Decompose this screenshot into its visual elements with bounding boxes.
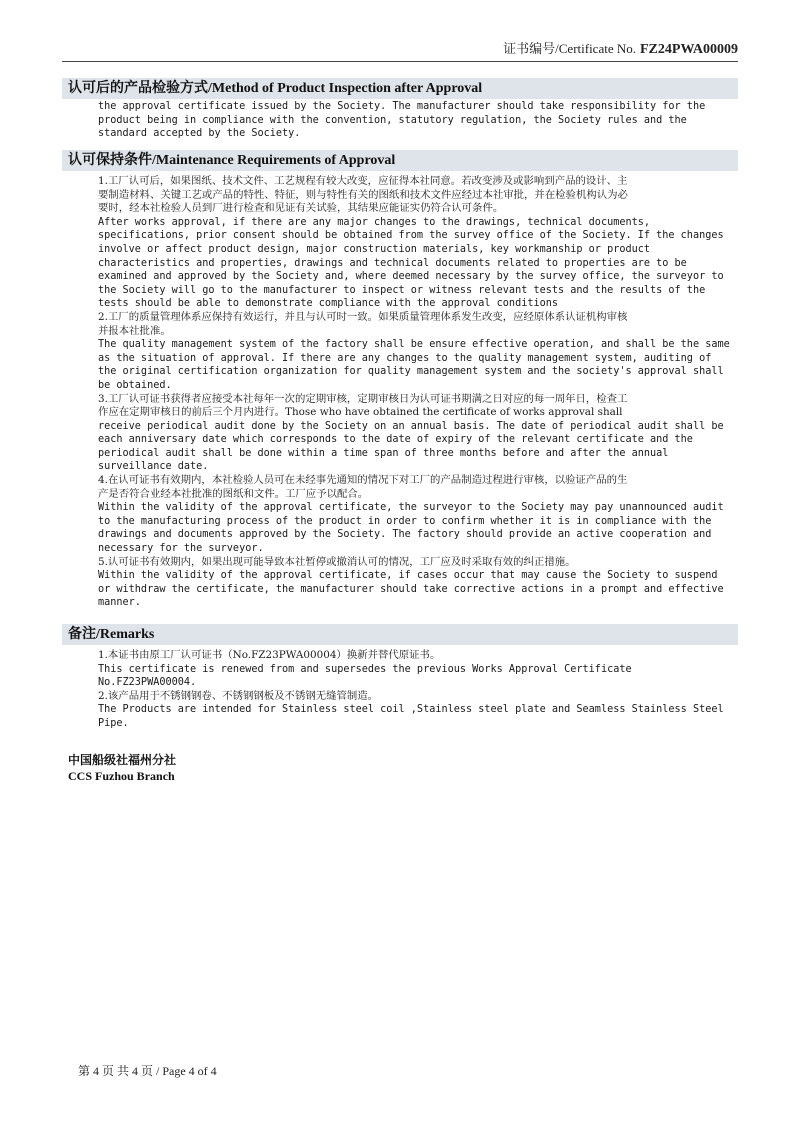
text-line: 要时，经本社检验人员到厂进行检查和见证有关试验，其结果应能证实仍符合认可条件。: [98, 202, 504, 215]
text-line: product being in compliance with the convention, statutory regulation, the Society rules and the: [98, 114, 687, 126]
text-line: Within the validity of the approval certificate, if cases occur that may cause the Society to suspend: [98, 570, 718, 582]
maintenance-section-body: [62, 171, 738, 610]
text-line: to the manufacturing process of the product in order to confirm whether it is in compliance with the: [98, 515, 712, 527]
text-line: characteristics and properties, drawings and technical documents related to properties are to be: [98, 257, 687, 269]
text-line: examined and approved by the Society and, where deemed necessary by the survey office, the surveyor to: [98, 271, 724, 283]
text-line: 2.该产品用于不锈钢钢卷、不锈钢钢板及不锈钢无缝管制造。: [98, 689, 379, 702]
text-line: Pipe.: [98, 717, 129, 729]
issuing-branch: [68, 752, 176, 784]
text-line: the approval certificate issued by the Society. The manufacturer should take responsibility for the: [98, 101, 706, 112]
text-line: drawings and documents approved by the Society. The factory should provide an active cooperation and: [98, 529, 712, 541]
maintenance-section: [62, 150, 738, 610]
certificate-number-value: FZ24PWA00009: [640, 42, 738, 57]
text-line: necessary for the surveyor.: [98, 543, 264, 555]
text-line: 要制造材料、关键工艺或产品的特性、特征，则与特性有关的图纸和技术文件应经过本社审批，并在检验机构认为必: [98, 188, 628, 201]
text-line: 并报本社批准。: [98, 324, 171, 337]
text-line: 产是否符合业经本社批准的图纸和文件。工厂应予以配合。: [98, 487, 369, 500]
branch-name-en: CCS Fuzhou Branch: [68, 769, 175, 783]
header-divider: [62, 61, 738, 62]
remarks-section: [62, 624, 738, 731]
page-number: 第 4 页 共 4 页 / Page 4 of 4: [78, 1064, 217, 1078]
text-line: No.FZ23PWA00004.: [98, 677, 197, 689]
text-line: The quality management system of the factory shall be ensure effective operation, and shall be the same: [98, 339, 730, 351]
text-line: This certificate is renewed from and supersedes the previous Works Approval Certificate: [98, 663, 632, 675]
text-line: 1.本证书由原工厂认可证书（No.FZ23PWA00004）换新并替代原证书。: [98, 649, 441, 661]
inspection-section-body: [62, 99, 738, 141]
text-line: specifications, prior consent should be obtained from the survey office of the Society. If the changes: [98, 230, 724, 242]
text-line: 1.工厂认可后，如果图纸、技术文件、工艺规程有较大改变，应征得本社同意。若改变涉及或影响到产品的设计、主: [98, 175, 628, 187]
certificate-number-label: 证书编号/Certificate No.: [503, 41, 636, 56]
text-line: 3.工厂认可证书获得者应接受本社每年一次的定期审核，定期审核日为认可证书期满之日对应的每一周年日，检查工: [98, 392, 628, 405]
text-line: 2.工厂的质量管理体系应保持有效运行，并且与认可时一致。如果质量管理体系发生改变，应经原体系认证机构审核: [98, 310, 628, 323]
certificate-number-header: [503, 38, 738, 58]
text-line: receive periodical audit done by the Society on an annual basis. The date of periodical audit shall be: [98, 420, 724, 432]
text-line: surveillance date.: [98, 461, 209, 473]
text-line: as the situation of approval. If there are any changes to the quality management system, auditing of: [98, 352, 712, 364]
text-line: After works approval, if there are any major changes to the drawings, technical documents,: [98, 216, 651, 228]
text-line: each anniversary date which corresponds to the date of expiry of the relevant certificate and the: [98, 434, 693, 446]
inspection-section: [62, 78, 738, 141]
text-line: the Society will go to the manufacturer to inspect or witness relevant tests and the results of the: [98, 284, 706, 296]
text-line: periodical audit shall be done within a time span of three months before and after the annual: [98, 447, 669, 459]
text-line: involve or affect product design, major construction materials, key workmanship or product: [98, 243, 651, 255]
text-line: 4.在认可证书有效期内，本社检验人员可在未经事先通知的情况下对工厂的产品制造过程进行审核，以验证产品的生: [98, 474, 628, 487]
text-line: the original certification organization for quality management system and the society's approval shall: [98, 366, 724, 378]
text-line: be obtained.: [98, 379, 172, 391]
maintenance-section-title: 认可保持条件/Maintenance Requirements of Approval: [62, 150, 738, 171]
text-line: standard accepted by the Society.: [98, 128, 301, 140]
text-line: tests should be able to demonstrate compliance with the approval conditions: [98, 298, 559, 310]
text-line: The Products are intended for Stainless steel coil ,Stainless steel plate and Seamless Stainless Steel: [98, 704, 724, 716]
text-line: 5.认可证书有效期内，如果出现可能导致本社暂停或撤消认可的情况，工厂应及时采取有效的纠正措施。: [98, 555, 576, 568]
remarks-section-body: [62, 645, 738, 731]
text-line: 作应在定期审核日的前后三个月内进行。Those who have obtained the certificate of works approval shall: [98, 406, 623, 419]
branch-name-cn: 中国船级社福州分社: [68, 753, 177, 767]
text-line: manner.: [98, 597, 141, 609]
remarks-section-title: 备注/Remarks: [62, 624, 738, 645]
text-line: or withdraw the certificate, the manufacturer should take corrective actions in a prompt and effective: [98, 583, 724, 595]
inspection-section-title: 认可后的产品检验方式/Method of Product Inspection after Approval: [62, 78, 738, 99]
text-line: Within the validity of the approval certificate, the surveyor to the Society may pay unannounced audit: [98, 502, 724, 514]
